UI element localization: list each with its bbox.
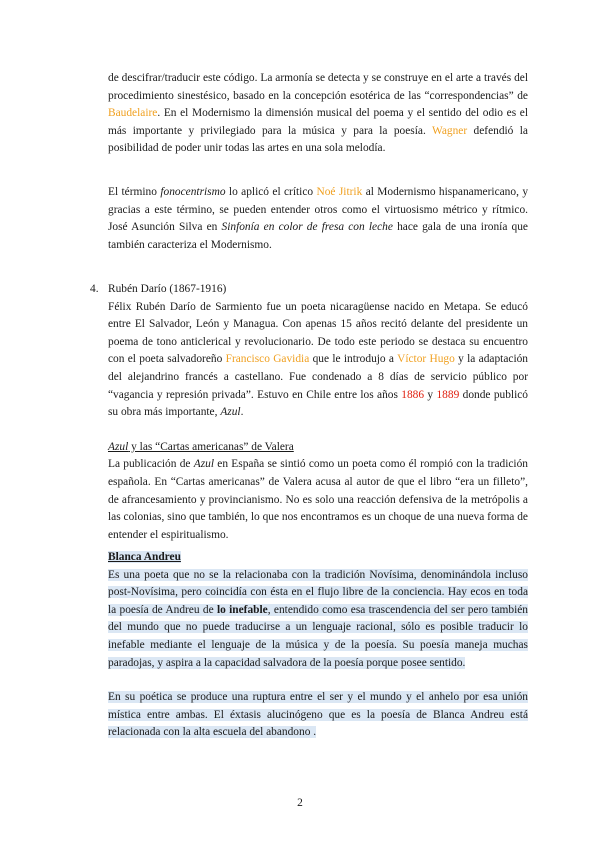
blanca-heading (108, 549, 528, 567)
text-run: al Modernismo hispanamericano, y gracias a este término, se pueden entender otros como el virtuosismo métrico y rítmico. José Asunción Silva en (108, 186, 529, 234)
section-body (108, 281, 528, 544)
text-run: de descifrar/traducir este código. La armonía se detecta y se construye en el arte a través del procedimiento sinestésico, basado en la concepción esotérica de las “correspondencias” de (108, 72, 528, 102)
intro-text (108, 70, 528, 158)
blanca-paragraph-1 (108, 567, 528, 673)
text-run: La publicación de (108, 458, 194, 471)
work-title: Azul (220, 406, 241, 419)
text-run: . En el Modernismo la dimensión musical del poema y el sentido del odio es el más importante y privilegiado para la música y para la poesía. (108, 107, 528, 137)
highlight-run (108, 569, 528, 669)
text-run: lo aplicó el crítico (225, 186, 317, 198)
gavidia-link[interactable]: Francisco Gavidia (225, 353, 310, 366)
text-run: hace gala de una ironía que también caracteriza el Modernismo. (108, 221, 528, 251)
text-run: , entendido como esa trascendencia del ser pero también del mundo que no puede traducirse a un lenguaje racional, sólo es posible traducir lo inefable mediante el lenguaje de la música y de la poesía. Su poesía maneja muchas paradojas, y aspira a la capacidad salvadora de la poesía porque posee sentido. (108, 603, 528, 669)
year-1886-link[interactable]: 1886 (401, 388, 425, 401)
section-heading: Rubén Darío (1867-1916) (108, 283, 227, 295)
text-run: El término (108, 186, 161, 198)
text-run: defendió la posibilidad de poder unir todas las artes en una sola melodía. (108, 124, 528, 155)
term-fonocentrismo: fonocentrismo (160, 186, 226, 198)
wagner-link[interactable]: Wagner (432, 124, 468, 137)
bio-paragraph (108, 299, 528, 422)
highlight-run: En su poética se produce una ruptura entre el ser y el mundo y el anhelo por esa unión mística entre ambas. El éxtasis alucinógeno que es la poesía de Blanca Andreu está relacionada con la alta escuela del abandono . (108, 691, 528, 739)
fonocentrismo-paragraph (108, 184, 528, 254)
valera-paragraph (108, 456, 528, 544)
year-1889-link[interactable]: 1889 (436, 388, 460, 401)
baudelaire-link[interactable]: Baudelaire (108, 107, 158, 120)
text-run: y (424, 388, 437, 401)
text-run: Félix Rubén Darío de Sarmiento fue un poeta nicaragüense nacido en Metapa. Se educó entre El Salvador, León y Managua. Con apenas 15 años recitó delante del presidente un poema de tono anticlerical y revolucionario. De todo este periodo se destaca su encuentro con el poeta salvadoreño (108, 300, 528, 366)
text-run: donde publicó su obra más importante, (108, 388, 528, 419)
page-number: 2 (297, 797, 303, 809)
intro-paragraph (108, 70, 528, 158)
work-title: Azul (108, 440, 129, 453)
text-run: en España se sintió como un poeta como él rompió con la tradición española. En “Cartas americanas” de Valera acusa al autor de que el libro “era un filleto”, de afrancesamiento y provincianismo. No es solo una reacción defensiva de la metrópolis a las colonias, sino que también, lo que nos encontramos es un choque de una nueva forma de entender el espiritualismo. (108, 458, 528, 541)
jitrik-link[interactable]: Noé Jitrik (316, 186, 363, 198)
text-run: que le introdujo a (309, 353, 398, 366)
hugo-link[interactable]: Víctor Hugo (397, 353, 455, 366)
text-run: y la adaptación del alejandrino francés a castellano. Fue condenado a 8 días de servicio público por “vagancia y represión privada”. Estuvo en Chile entre los años (108, 353, 528, 401)
text-run: . (240, 406, 244, 419)
subsection-heading (108, 439, 528, 457)
list-number: 4. (90, 283, 99, 295)
text-run: Es una poeta que no se la relacionaba con la tradición Novísima, denominándola incluso post-Novísima, pero coincidía con ésta en el flujo libre de la conciencia. Hay ecos en toda la poesía de Andreu de (108, 568, 528, 616)
blanca-paragraph-2 (108, 689, 528, 742)
fonocentrismo-text (108, 184, 528, 254)
work-title: Sinfonía en color de fresa con leche (221, 221, 393, 234)
section-blanca-andreu (108, 549, 528, 742)
text-run: y las “Cartas americanas” de Valera (128, 440, 294, 453)
work-title: Azul (193, 458, 214, 471)
blanca-heading-text: Blanca Andreu (108, 551, 181, 563)
bold-term: lo inefable (216, 603, 268, 616)
